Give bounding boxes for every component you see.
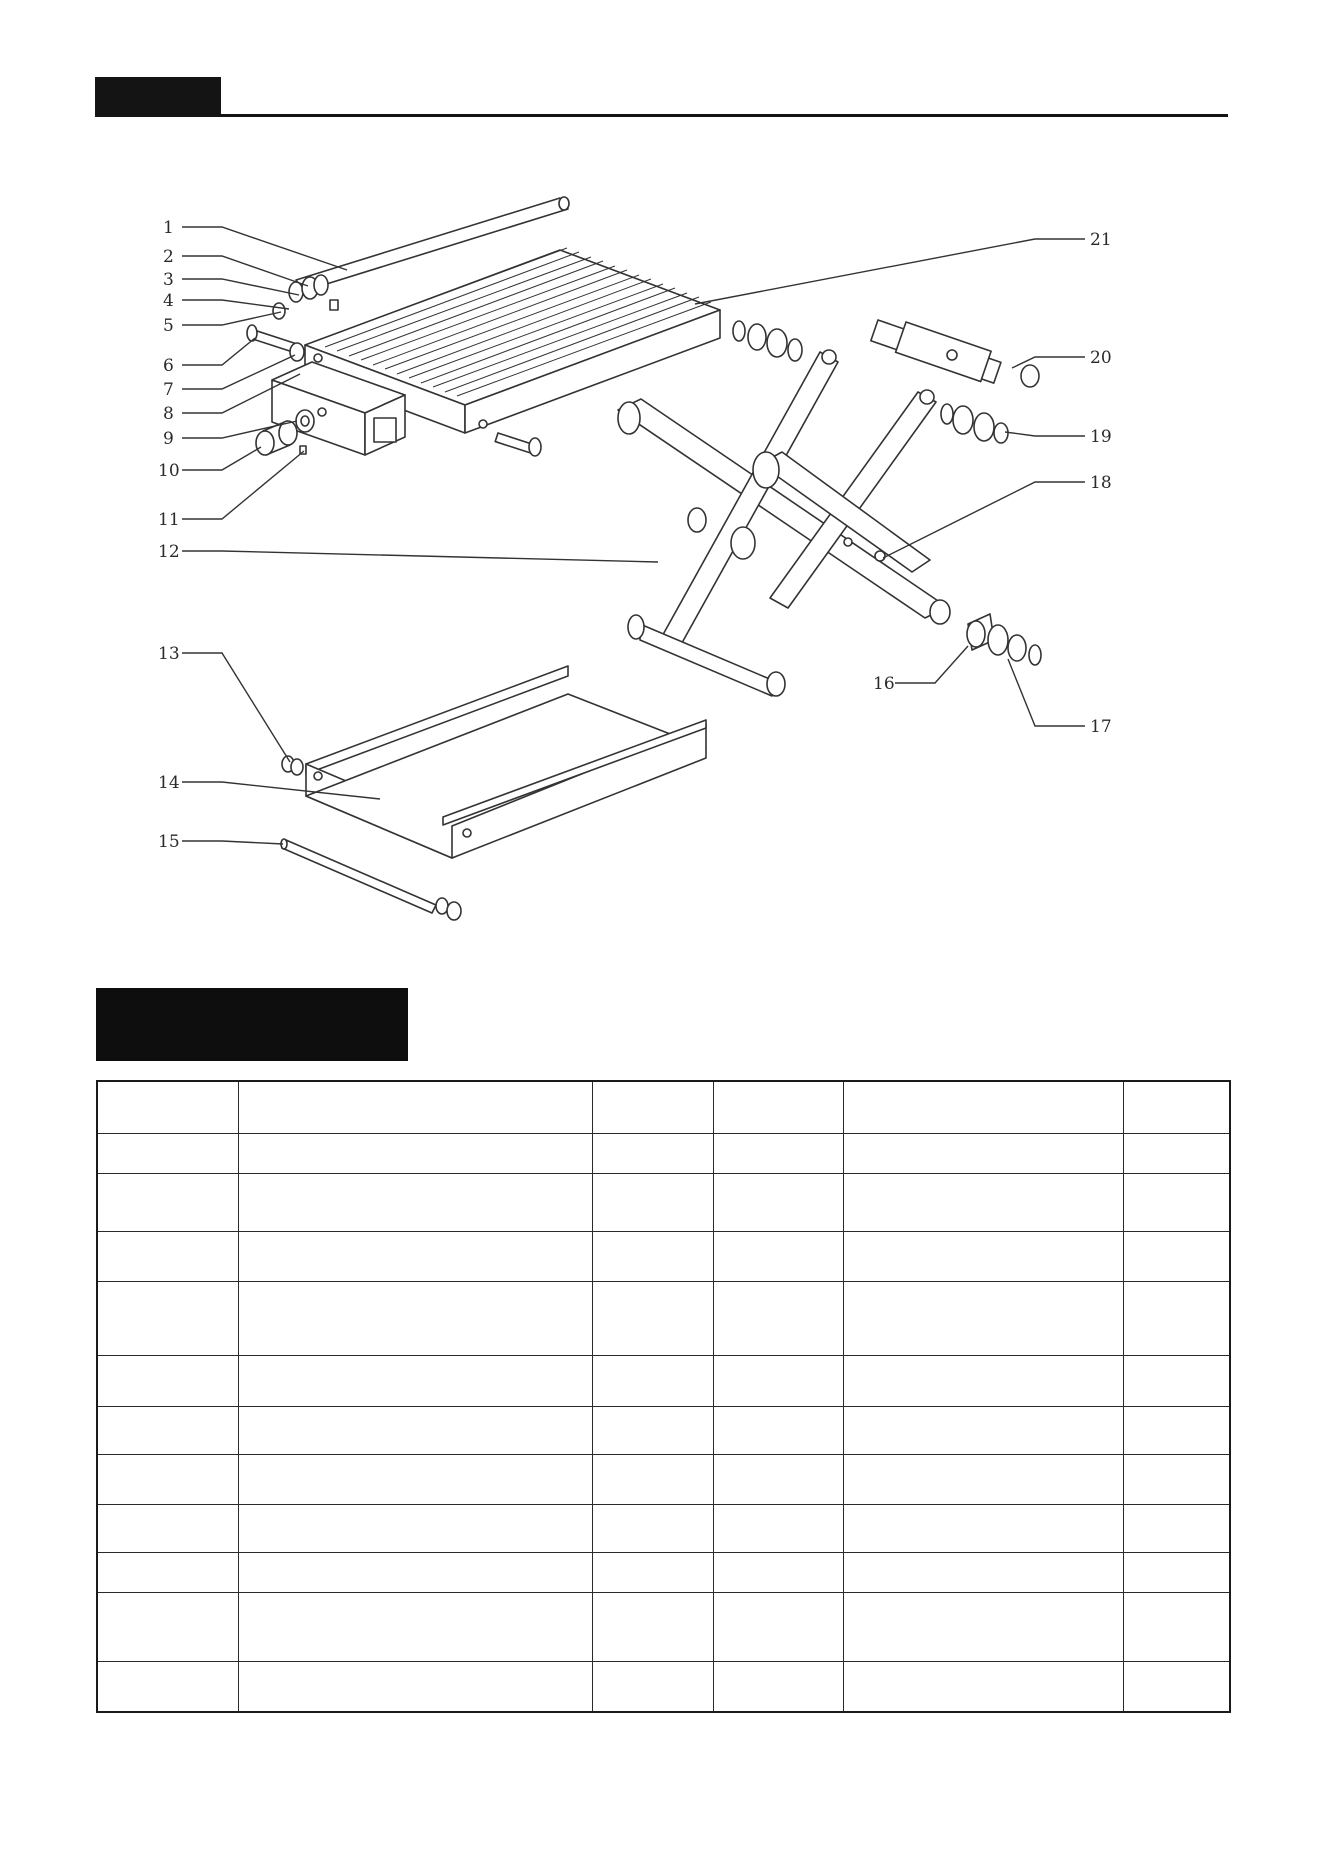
table-row (97, 1081, 1230, 1133)
callout-18: 18 (1090, 473, 1112, 493)
table-cell (592, 1133, 713, 1173)
table-cell (238, 1133, 592, 1173)
base-channel-part-14 (306, 666, 706, 858)
table-cell (238, 1661, 592, 1712)
table-row (97, 1355, 1230, 1406)
callout-21: 21 (1090, 230, 1112, 250)
table-cell (592, 1281, 713, 1355)
table-cell (592, 1592, 713, 1661)
table-cell (843, 1454, 1123, 1504)
table-cell (843, 1592, 1123, 1661)
bushings-part-19 (941, 404, 1008, 443)
callout-17: 17 (1090, 717, 1112, 737)
callout-1: 1 (163, 218, 174, 238)
table-cell (238, 1173, 592, 1231)
table-row (97, 1133, 1230, 1173)
table-cell (1123, 1231, 1230, 1281)
callout-8: 8 (163, 404, 174, 424)
table-cell (1123, 1661, 1230, 1712)
table-cell (238, 1355, 592, 1406)
table-row (97, 1454, 1230, 1504)
table-cell (843, 1133, 1123, 1173)
table-cell (713, 1552, 843, 1592)
end-bushings-part-16-17 (967, 614, 1041, 665)
table-cell (238, 1504, 592, 1552)
table-row (97, 1552, 1230, 1592)
lower-bolt (495, 433, 541, 456)
table-cell (713, 1281, 843, 1355)
callout-4: 4 (163, 291, 174, 311)
table-cell (843, 1406, 1123, 1454)
table-cell (592, 1355, 713, 1406)
table-row (97, 1406, 1230, 1454)
bolt-part-6 (247, 325, 304, 361)
bushings-upper-left (733, 321, 802, 361)
table-cell (97, 1173, 238, 1231)
table-cell (97, 1081, 238, 1133)
table-cell (238, 1592, 592, 1661)
callout-11: 11 (158, 510, 180, 530)
table-cell (97, 1661, 238, 1712)
table-cell (97, 1281, 238, 1355)
table-cell (713, 1173, 843, 1231)
table-cell (1123, 1355, 1230, 1406)
section-heading-block (96, 988, 408, 1061)
table-cell (97, 1133, 238, 1173)
table-cell (843, 1281, 1123, 1355)
table-cell (713, 1454, 843, 1504)
callout-15: 15 (158, 832, 180, 852)
table-row (97, 1661, 1230, 1712)
table-cell (843, 1231, 1123, 1281)
table-cell (238, 1406, 592, 1454)
table-cell (238, 1552, 592, 1592)
table-cell (713, 1504, 843, 1552)
table-cell (843, 1355, 1123, 1406)
table-cell (97, 1454, 238, 1504)
table-cell (843, 1552, 1123, 1592)
table-cell (843, 1661, 1123, 1712)
washers-part-13 (282, 756, 303, 775)
table-cell (238, 1081, 592, 1133)
table-cell (1123, 1454, 1230, 1504)
table-cell (1123, 1133, 1230, 1173)
table-cell (843, 1504, 1123, 1552)
callout-7: 7 (163, 380, 174, 400)
top-shaft-part-20 (871, 320, 1039, 387)
table-row (97, 1592, 1230, 1661)
table-cell (1123, 1592, 1230, 1661)
callout-13: 13 (158, 644, 180, 664)
table-cell (713, 1406, 843, 1454)
table-cell (1123, 1406, 1230, 1454)
table-cell (592, 1173, 713, 1231)
callout-14: 14 (158, 773, 180, 793)
callout-12: 12 (158, 542, 180, 562)
table-cell (592, 1552, 713, 1592)
callout-5: 5 (163, 316, 174, 336)
table-cell (238, 1281, 592, 1355)
table-cell (97, 1231, 238, 1281)
table-cell (1123, 1081, 1230, 1133)
table-cell (592, 1081, 713, 1133)
table-cell (97, 1552, 238, 1592)
callout-9: 9 (163, 429, 174, 449)
table-cell (238, 1231, 592, 1281)
table-cell (238, 1454, 592, 1504)
table-cell (97, 1592, 238, 1661)
table-cell (713, 1592, 843, 1661)
callout-20: 20 (1090, 348, 1112, 368)
table-cell (843, 1173, 1123, 1231)
rod-end-fittings (273, 275, 338, 319)
table-cell (1123, 1281, 1230, 1355)
table-cell (713, 1661, 843, 1712)
table-cell (713, 1231, 843, 1281)
table-row (97, 1231, 1230, 1281)
parts-list-table (96, 1080, 1231, 1713)
table-row (97, 1281, 1230, 1355)
callout-2: 2 (163, 247, 174, 267)
table-cell (97, 1406, 238, 1454)
table-cell (1123, 1552, 1230, 1592)
table-cell (592, 1454, 713, 1504)
callout-6: 6 (163, 356, 174, 376)
table-row (97, 1504, 1230, 1552)
table-cell (713, 1081, 843, 1133)
table-row (97, 1173, 1230, 1231)
table-cell (97, 1355, 238, 1406)
table-cell (713, 1355, 843, 1406)
table-cell (592, 1661, 713, 1712)
washer-part-9 (296, 410, 314, 432)
callout-16: 16 (873, 674, 895, 694)
table-cell (592, 1504, 713, 1552)
table-cell (97, 1504, 238, 1552)
table-cell (843, 1081, 1123, 1133)
table-cell (713, 1133, 843, 1173)
table-cell (1123, 1504, 1230, 1552)
scissor-frame-part-12 (618, 350, 950, 696)
callout-19: 19 (1090, 427, 1112, 447)
callout-3: 3 (163, 270, 174, 290)
callout-10: 10 (158, 461, 180, 481)
table-cell (592, 1406, 713, 1454)
table-cell (1123, 1173, 1230, 1231)
table-cell (592, 1231, 713, 1281)
